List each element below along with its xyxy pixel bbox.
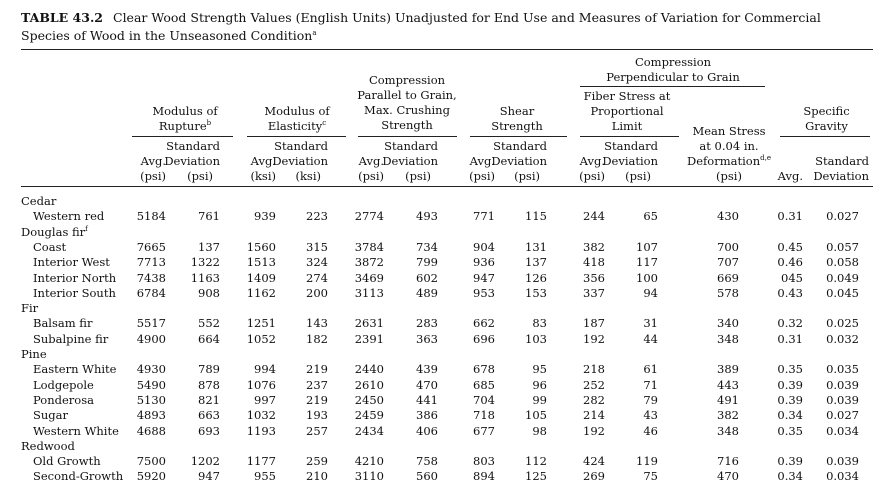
table-cell: 219 bbox=[306, 392, 328, 407]
table-cell: 3113 bbox=[354, 285, 384, 300]
table-cell: 363 bbox=[416, 331, 438, 346]
table-cell: 1076 bbox=[246, 377, 276, 392]
table-cell: 664 bbox=[198, 331, 220, 346]
subheader-standard: Standard bbox=[384, 139, 438, 153]
table-cell: 799 bbox=[416, 255, 438, 270]
table-cell: 761 bbox=[198, 209, 220, 224]
subheader-deviation: Deviation bbox=[602, 154, 658, 168]
table-cell: 718 bbox=[473, 408, 495, 423]
table-cell: 441 bbox=[416, 392, 438, 407]
table-cell: 0.058 bbox=[826, 255, 859, 270]
table-cell: 939 bbox=[254, 209, 276, 224]
table-cell: 283 bbox=[416, 316, 438, 331]
species-name: Sugar bbox=[33, 408, 68, 423]
subheader-deviation: Deviation bbox=[813, 169, 869, 183]
species-name: Western red bbox=[33, 209, 105, 224]
table-cell: 439 bbox=[416, 362, 438, 377]
table-cell: 936 bbox=[473, 255, 495, 270]
table-cell: 443 bbox=[717, 377, 739, 392]
table-cell: 71 bbox=[643, 377, 658, 392]
subheader-standard: Standard bbox=[493, 139, 547, 153]
table-cell: 734 bbox=[416, 239, 438, 254]
table-cell: 430 bbox=[717, 209, 739, 224]
table-cell: 7500 bbox=[136, 454, 166, 469]
table-cell: 137 bbox=[198, 239, 220, 254]
species-name: Subalpine fir bbox=[33, 331, 109, 346]
table-cell: 75 bbox=[643, 469, 658, 484]
header-mor-line1: Modulus of bbox=[152, 104, 218, 118]
table-cell: 1163 bbox=[190, 270, 220, 285]
table-cell: 219 bbox=[306, 362, 328, 377]
species-name: Second-Growth bbox=[33, 469, 124, 484]
subheader-unit: (ksi) bbox=[295, 169, 321, 183]
species-name: Balsam fir bbox=[33, 316, 93, 331]
table-cell: 153 bbox=[525, 285, 547, 300]
header-mor-line2 bbox=[130, 119, 240, 134]
table-cell: 31 bbox=[643, 316, 658, 331]
table-cell: 470 bbox=[416, 377, 438, 392]
header-mean-unit: (psi) bbox=[716, 169, 742, 183]
table-cell: 274 bbox=[306, 270, 328, 285]
table-cell: 0.035 bbox=[826, 362, 859, 377]
top-rule bbox=[21, 49, 873, 50]
group-label bbox=[21, 347, 47, 362]
table-cell: 182 bbox=[306, 331, 328, 346]
table-cell: 707 bbox=[717, 255, 739, 270]
table-cell: 418 bbox=[583, 255, 605, 270]
table-cell: 552 bbox=[198, 316, 220, 331]
subheader-unit: (psi) bbox=[140, 169, 166, 183]
species-name: Eastern White bbox=[33, 362, 117, 377]
table-cell: 1513 bbox=[246, 255, 276, 270]
table-cell: 693 bbox=[198, 423, 220, 438]
table-cell: 214 bbox=[583, 408, 605, 423]
subheader-standard: Standard bbox=[274, 139, 328, 153]
header-mor-line2-text: Rupture bbox=[158, 119, 207, 133]
species-name: Lodgepole bbox=[33, 377, 94, 392]
table-cell: 107 bbox=[636, 239, 658, 254]
table-cell: 348 bbox=[717, 423, 739, 438]
table-cell: 5490 bbox=[136, 377, 166, 392]
subheader-unit: (psi) bbox=[358, 169, 384, 183]
header-comp-perp-line2: Perpendicular to Grain bbox=[606, 70, 740, 84]
table-cell: 789 bbox=[198, 362, 220, 377]
table-cell: 045 bbox=[781, 270, 803, 285]
subheader-unit: (psi) bbox=[514, 169, 540, 183]
subheader-standard: Standard bbox=[815, 154, 869, 168]
table-cell: 83 bbox=[532, 316, 547, 331]
table-cell: 96 bbox=[532, 377, 547, 392]
table-cell: 994 bbox=[254, 362, 276, 377]
header-fiber-line1: Fiber Stress at bbox=[583, 89, 671, 103]
table-cell: 1409 bbox=[246, 270, 276, 285]
table-cell: 0.34 bbox=[777, 469, 803, 484]
rule-moe bbox=[247, 136, 346, 137]
table-cell: 0.31 bbox=[777, 209, 803, 224]
table-cell: 0.43 bbox=[777, 285, 803, 300]
table-cell: 2774 bbox=[354, 209, 384, 224]
table-cell: 0.045 bbox=[826, 285, 859, 300]
table-title: Clear Wood Strength Values (English Units) Unadjusted for End Use and Measures of Variation for Commercial Species of Wood in the Unseasoned Condition bbox=[21, 10, 821, 43]
table-cell: 685 bbox=[473, 377, 495, 392]
table-cell: 821 bbox=[198, 392, 220, 407]
table-cell: 0.027 bbox=[826, 408, 859, 423]
table-cell: 1193 bbox=[246, 423, 276, 438]
table-cell: 100 bbox=[636, 270, 658, 285]
rule-comp-par bbox=[358, 136, 457, 137]
table-cell: 257 bbox=[306, 423, 328, 438]
table-cell: 337 bbox=[583, 285, 605, 300]
table-cell: 94 bbox=[643, 285, 658, 300]
table-cell: 0.39 bbox=[777, 392, 803, 407]
table-cell: 4210 bbox=[354, 454, 384, 469]
table-cell: 244 bbox=[583, 209, 605, 224]
table-cell: 2391 bbox=[354, 331, 384, 346]
table-cell: 7438 bbox=[136, 270, 166, 285]
table-cell: 4893 bbox=[136, 408, 166, 423]
table-cell: 704 bbox=[473, 392, 495, 407]
subheader-unit: (psi) bbox=[187, 169, 213, 183]
header-comp-par-line4: Strength bbox=[381, 118, 433, 132]
table-cell: 716 bbox=[717, 454, 739, 469]
table-cell: 193 bbox=[306, 408, 328, 423]
table-cell: 356 bbox=[583, 270, 605, 285]
rule-fiber bbox=[580, 136, 679, 137]
table-cell: 79 bbox=[643, 392, 658, 407]
table-title-footnote: a bbox=[312, 28, 317, 37]
table-cell: 2434 bbox=[354, 423, 384, 438]
group-label-text: Douglas fir bbox=[21, 224, 86, 239]
table-cell: 269 bbox=[583, 469, 605, 484]
table-cell: 389 bbox=[717, 362, 739, 377]
table-cell: 192 bbox=[583, 423, 605, 438]
rule-comp-perp bbox=[580, 86, 765, 87]
header-comp-par-line3: Max. Crushing bbox=[364, 103, 450, 117]
table-cell: 771 bbox=[473, 209, 495, 224]
header-fiber-stress bbox=[572, 89, 682, 134]
group-label-text: Fir bbox=[21, 301, 39, 316]
header-moe-line2-text: Elasticity bbox=[267, 119, 323, 133]
subheader-deviation: Deviation bbox=[272, 154, 328, 168]
table-cell: 0.46 bbox=[777, 255, 803, 270]
table-cell: 117 bbox=[636, 255, 658, 270]
species-name: Ponderosa bbox=[33, 392, 94, 407]
table-cell: 103 bbox=[525, 331, 547, 346]
table-cell: 3469 bbox=[354, 270, 384, 285]
table-cell: 5920 bbox=[136, 469, 166, 484]
header-compression-perpendicular bbox=[578, 55, 768, 85]
header-mean-line3-text: Deformation bbox=[687, 154, 761, 168]
header-mor-footnote: b bbox=[206, 119, 212, 128]
header-modulus-of-elasticity bbox=[242, 104, 352, 134]
table-cell: 955 bbox=[254, 469, 276, 484]
header-moe-line1: Modulus of bbox=[264, 104, 330, 118]
table-cell: 348 bbox=[717, 331, 739, 346]
table-cell: 2459 bbox=[354, 408, 384, 423]
table-cell: 0.31 bbox=[777, 331, 803, 346]
table-cell: 470 bbox=[717, 469, 739, 484]
subheader-avg: Avg. bbox=[777, 169, 803, 183]
table-cell: 947 bbox=[473, 270, 495, 285]
header-modulus-of-rupture bbox=[130, 104, 240, 134]
table-cell: 2610 bbox=[354, 377, 384, 392]
table-cell: 98 bbox=[532, 423, 547, 438]
table-cell: 803 bbox=[473, 454, 495, 469]
subheader-avg: Avg. bbox=[358, 154, 384, 168]
group-label bbox=[21, 301, 38, 316]
table-cell: 0.032 bbox=[826, 331, 859, 346]
table-cell: 0.39 bbox=[777, 454, 803, 469]
table-cell: 137 bbox=[525, 255, 547, 270]
subheader-deviation: Deviation bbox=[491, 154, 547, 168]
table-cell: 0.35 bbox=[777, 362, 803, 377]
table-cell: 5184 bbox=[136, 209, 166, 224]
subheader-deviation: Deviation bbox=[382, 154, 438, 168]
table-cell: 143 bbox=[306, 316, 328, 331]
table-cell: 560 bbox=[416, 469, 438, 484]
subheader-unit: (psi) bbox=[625, 169, 651, 183]
table-cell: 223 bbox=[306, 209, 328, 224]
species-name: Interior West bbox=[33, 255, 110, 270]
table-cell: 953 bbox=[473, 285, 495, 300]
table-cell: 3784 bbox=[354, 239, 384, 254]
table-cell: 382 bbox=[717, 408, 739, 423]
table-cell: 131 bbox=[525, 239, 547, 254]
subheader-avg: Avg. bbox=[250, 154, 276, 168]
table-cell: 0.025 bbox=[826, 316, 859, 331]
table-cell: 7713 bbox=[136, 255, 166, 270]
table-cell: 115 bbox=[525, 209, 547, 224]
table-cell: 997 bbox=[254, 392, 276, 407]
table-cell: 406 bbox=[416, 423, 438, 438]
table-cell: 758 bbox=[416, 454, 438, 469]
table-cell: 0.034 bbox=[826, 423, 859, 438]
table-cell: 0.039 bbox=[826, 454, 859, 469]
header-moe-footnote: c bbox=[322, 119, 327, 128]
group-label bbox=[21, 194, 56, 209]
species-name: Western White bbox=[33, 423, 119, 438]
table-cell: 105 bbox=[525, 408, 547, 423]
subheader-standard: Standard bbox=[604, 139, 658, 153]
table-cell: 878 bbox=[198, 377, 220, 392]
table-cell: 669 bbox=[717, 270, 739, 285]
table-cell: 0.32 bbox=[777, 316, 803, 331]
subheader-standard: Standard bbox=[166, 139, 220, 153]
header-mean-line3 bbox=[682, 154, 776, 169]
table-cell: 324 bbox=[306, 255, 328, 270]
table-cell: 904 bbox=[473, 239, 495, 254]
species-name: Interior North bbox=[33, 270, 117, 285]
table-cell: 0.039 bbox=[826, 392, 859, 407]
table-cell: 0.45 bbox=[777, 239, 803, 254]
header-compression-parallel bbox=[352, 73, 462, 133]
table-cell: 3110 bbox=[354, 469, 384, 484]
table-cell: 282 bbox=[583, 392, 605, 407]
table-cell: 237 bbox=[306, 377, 328, 392]
header-comp-perp-line1: Compression bbox=[634, 55, 712, 69]
rule-mor bbox=[132, 136, 233, 137]
table-cell: 2631 bbox=[354, 316, 384, 331]
group-label-text: Cedar bbox=[21, 194, 57, 208]
table-cell: 382 bbox=[583, 239, 605, 254]
table-cell: 3872 bbox=[354, 255, 384, 270]
table-cell: 662 bbox=[473, 316, 495, 331]
group-label bbox=[21, 225, 88, 240]
table-cell: 1162 bbox=[246, 285, 276, 300]
table-cell: 0.039 bbox=[826, 377, 859, 392]
rule-sg bbox=[780, 136, 870, 137]
table-cell: 99 bbox=[532, 392, 547, 407]
group-label-text: Redwood bbox=[21, 438, 75, 453]
header-shear-strength bbox=[462, 104, 572, 134]
header-shear-line1: Shear bbox=[499, 104, 535, 118]
table-cell: 0.049 bbox=[826, 270, 859, 285]
table-cell: 0.34 bbox=[777, 408, 803, 423]
table-cell: 578 bbox=[717, 285, 739, 300]
table-cell: 95 bbox=[532, 362, 547, 377]
subheader-unit: (ksi) bbox=[250, 169, 276, 183]
table-cell: 2440 bbox=[354, 362, 384, 377]
header-moe-line2 bbox=[242, 119, 352, 134]
table-cell: 315 bbox=[306, 239, 328, 254]
table-cell: 4688 bbox=[136, 423, 166, 438]
table-cell: 700 bbox=[717, 239, 739, 254]
header-comp-par-line1: Compression bbox=[368, 73, 446, 87]
table-cell: 44 bbox=[643, 331, 658, 346]
table-cell: 7665 bbox=[136, 239, 166, 254]
table-cell: 894 bbox=[473, 469, 495, 484]
table-cell: 218 bbox=[583, 362, 605, 377]
header-specific-gravity bbox=[770, 104, 883, 134]
table-cell: 0.027 bbox=[826, 209, 859, 224]
table-cell: 696 bbox=[473, 331, 495, 346]
table-cell: 6784 bbox=[136, 285, 166, 300]
rule-shear bbox=[470, 136, 567, 137]
table-cell: 0.034 bbox=[826, 469, 859, 484]
table-cell: 0.39 bbox=[777, 377, 803, 392]
table-cell: 1202 bbox=[190, 454, 220, 469]
table-cell: 677 bbox=[473, 423, 495, 438]
table-cell: 4900 bbox=[136, 331, 166, 346]
table-cell: 602 bbox=[416, 270, 438, 285]
table-caption bbox=[21, 9, 871, 45]
table-cell: 252 bbox=[583, 377, 605, 392]
table-cell: 125 bbox=[525, 469, 547, 484]
table-cell: 663 bbox=[198, 408, 220, 423]
table-cell: 65 bbox=[643, 209, 658, 224]
subheader-avg: Avg. bbox=[140, 154, 166, 168]
table-cell: 4930 bbox=[136, 362, 166, 377]
table-cell: 1322 bbox=[190, 255, 220, 270]
header-mean-line2: at 0.04 in. bbox=[699, 139, 759, 153]
header-comp-par-line2: Parallel to Grain, bbox=[357, 88, 457, 102]
header-shear-line2: Strength bbox=[491, 119, 543, 133]
header-sg-line2: Gravity bbox=[805, 119, 848, 133]
header-fiber-line2: Proportional bbox=[590, 104, 664, 118]
header-bottom-rule bbox=[21, 186, 873, 187]
group-label bbox=[21, 439, 75, 454]
species-name: Coast bbox=[33, 239, 67, 254]
table-cell: 0.35 bbox=[777, 423, 803, 438]
table-cell: 200 bbox=[306, 285, 328, 300]
subheader-avg: Avg. bbox=[579, 154, 605, 168]
table-cell: 1032 bbox=[246, 408, 276, 423]
table-cell: 43 bbox=[643, 408, 658, 423]
table-cell: 2450 bbox=[354, 392, 384, 407]
table-cell: 1177 bbox=[246, 454, 276, 469]
table-cell: 192 bbox=[583, 331, 605, 346]
table-cell: 187 bbox=[583, 316, 605, 331]
table-cell: 210 bbox=[306, 469, 328, 484]
table-cell: 493 bbox=[416, 209, 438, 224]
header-mean-footnote: d,e bbox=[760, 154, 771, 163]
table-cell: 5130 bbox=[136, 392, 166, 407]
table-cell: 112 bbox=[525, 454, 547, 469]
table-cell: 908 bbox=[198, 285, 220, 300]
table-cell: 386 bbox=[416, 408, 438, 423]
table-cell: 678 bbox=[473, 362, 495, 377]
table-cell: 424 bbox=[583, 454, 605, 469]
table-cell: 126 bbox=[525, 270, 547, 285]
table-cell: 46 bbox=[643, 423, 658, 438]
table-cell: 119 bbox=[636, 454, 658, 469]
subheader-unit: (psi) bbox=[579, 169, 605, 183]
table-cell: 1560 bbox=[246, 239, 276, 254]
subheader-deviation: Deviation bbox=[164, 154, 220, 168]
table-cell: 1251 bbox=[246, 316, 276, 331]
header-fiber-line3: Limit bbox=[611, 119, 643, 133]
header-mean-stress bbox=[682, 124, 776, 184]
table-cell: 5517 bbox=[136, 316, 166, 331]
group-label-text: Pine bbox=[21, 347, 47, 361]
header-mean-line1: Mean Stress bbox=[692, 124, 766, 138]
table-label: TABLE 43.2 bbox=[21, 10, 103, 25]
group-footnote: f bbox=[85, 224, 88, 233]
table-cell: 61 bbox=[643, 362, 658, 377]
subheader-avg: Avg. bbox=[469, 154, 495, 168]
table-cell: 259 bbox=[306, 454, 328, 469]
table-cell: 0.057 bbox=[826, 239, 859, 254]
subheader-unit: (psi) bbox=[405, 169, 431, 183]
table-cell: 1052 bbox=[246, 331, 276, 346]
subheader-unit: (psi) bbox=[469, 169, 495, 183]
species-name: Old Growth bbox=[33, 454, 101, 469]
table-cell: 491 bbox=[717, 392, 739, 407]
header-sg-line1: Specific bbox=[803, 104, 850, 118]
table-cell: 489 bbox=[416, 285, 438, 300]
table-cell: 947 bbox=[198, 469, 220, 484]
species-name: Interior South bbox=[33, 285, 116, 300]
table-cell: 340 bbox=[717, 316, 739, 331]
